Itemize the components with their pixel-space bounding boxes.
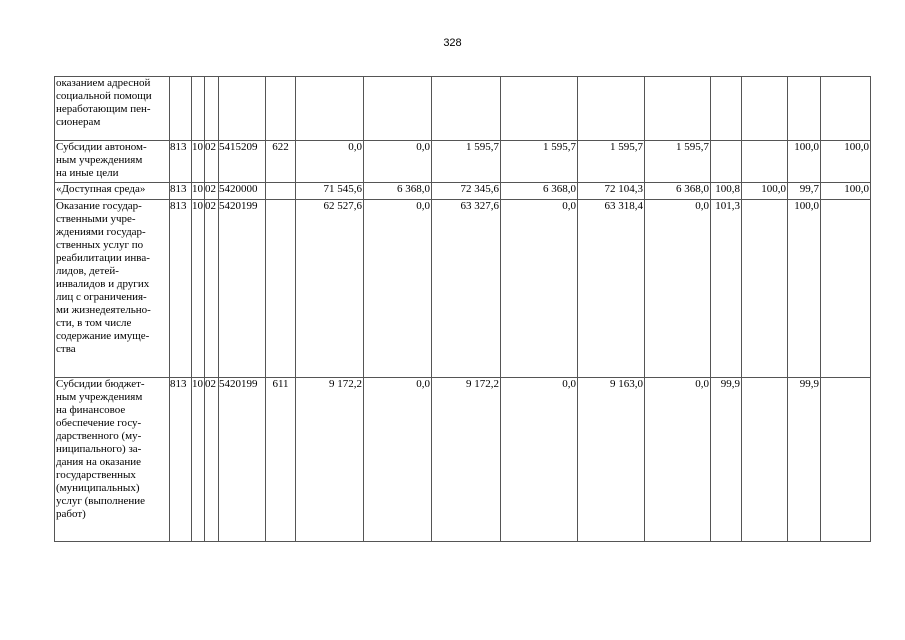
value-cell: 6 368,0 (645, 183, 711, 200)
value-cell (296, 77, 364, 141)
section-code: 10 (192, 378, 205, 542)
percent-cell: 99,9 (711, 378, 742, 542)
value-cell (364, 77, 432, 141)
percent-cell (788, 77, 821, 141)
value-cell: 1 595,7 (645, 141, 711, 183)
value-cell: 63 318,4 (578, 200, 645, 378)
value-cell: 71 545,6 (296, 183, 364, 200)
row-name-line: неработающим пен- (56, 103, 151, 115)
row-name-line: работ) (56, 508, 86, 520)
value-cell (578, 77, 645, 141)
row-name-line: ми жизнедеятельно- (56, 304, 151, 316)
row-name-line: ным учреждениям (56, 391, 143, 403)
row-name-line: Субсидии автоном- (56, 141, 147, 153)
percent-cell (742, 378, 788, 542)
percent-cell (711, 77, 742, 141)
section-code: 10 (192, 200, 205, 378)
row-name-line: реабилитации инва- (56, 252, 150, 264)
row-name-line: дания на оказание (56, 456, 142, 468)
row-name-cell (55, 183, 170, 200)
row-name-line: дарственного (му- (56, 430, 142, 442)
expense-type-code (266, 183, 296, 200)
percent-cell (821, 77, 871, 141)
row-name-line: сионерам (56, 116, 101, 128)
percent-cell: 100,0 (788, 141, 821, 183)
value-cell (432, 77, 501, 141)
row-name-line: услуг (выполнение (56, 495, 146, 507)
row-name-cell (55, 200, 170, 378)
row-name-line: ственными учре- (56, 213, 136, 225)
row-name-line: Оказание государ- (56, 200, 142, 212)
target-article-code: 5420199 (219, 200, 266, 378)
percent-cell (821, 200, 871, 378)
target-article-code (219, 77, 266, 141)
value-cell: 0,0 (645, 200, 711, 378)
value-cell: 0,0 (645, 378, 711, 542)
row-name-line: лиц с ограничения- (56, 291, 147, 303)
target-article-code: 5415209 (219, 141, 266, 183)
row-name-line: инвалидов и других (56, 278, 150, 290)
value-cell (645, 77, 711, 141)
expense-type-code (266, 77, 296, 141)
page-number: 328 (443, 37, 462, 49)
value-cell: 72 345,6 (432, 183, 501, 200)
value-cell: 1 595,7 (578, 141, 645, 183)
value-cell: 0,0 (501, 378, 578, 542)
row-name-cell (55, 141, 170, 183)
ministry-code (170, 77, 192, 141)
value-cell: 0,0 (364, 378, 432, 542)
row-name-line: ства (56, 343, 76, 355)
value-cell: 9 172,2 (432, 378, 501, 542)
row-name-line: Субсидии бюджет- (56, 378, 145, 390)
row-name-cell (55, 77, 170, 141)
row-name-line: лидов, детей- (56, 265, 119, 277)
row-name-line: ственных услуг по (56, 239, 144, 251)
percent-cell: 100,8 (711, 183, 742, 200)
row-name-line: ждениями государ- (56, 226, 146, 238)
row-name-line: государственных (56, 469, 136, 481)
table-row (55, 200, 871, 378)
percent-cell (742, 200, 788, 378)
value-cell: 6 368,0 (364, 183, 432, 200)
value-cell: 1 595,7 (501, 141, 578, 183)
percent-cell (821, 378, 871, 542)
row-name-line: на финансовое (56, 404, 126, 416)
subsection-code: 02 (205, 378, 219, 542)
row-name-line: на иные цели (56, 167, 119, 179)
row-name-line: ным учреждениям (56, 154, 143, 166)
percent-cell: 100,0 (821, 183, 871, 200)
value-cell: 0,0 (364, 141, 432, 183)
percent-cell (742, 77, 788, 141)
value-cell: 6 368,0 (501, 183, 578, 200)
value-cell: 1 595,7 (432, 141, 501, 183)
subsection-code: 02 (205, 200, 219, 378)
table-row (55, 183, 871, 200)
ministry-code: 813 (170, 141, 192, 183)
section-code (192, 77, 205, 141)
percent-cell (711, 141, 742, 183)
percent-cell: 100,0 (788, 200, 821, 378)
section-code: 10 (192, 183, 205, 200)
value-cell: 62 527,6 (296, 200, 364, 378)
value-cell: 72 104,3 (578, 183, 645, 200)
percent-cell (742, 141, 788, 183)
subsection-code: 02 (205, 183, 219, 200)
table-row (55, 378, 871, 542)
row-name-line: оказанием адресной (56, 77, 151, 89)
value-cell: 9 163,0 (578, 378, 645, 542)
percent-cell: 100,0 (821, 141, 871, 183)
row-name-line: содержание имуще- (56, 330, 150, 342)
expense-type-code (266, 200, 296, 378)
value-cell (501, 77, 578, 141)
ministry-code: 813 (170, 183, 192, 200)
table-row (55, 141, 871, 183)
row-name-line: ниципального) за- (56, 443, 142, 455)
percent-cell: 99,9 (788, 378, 821, 542)
ministry-code: 813 (170, 378, 192, 542)
ministry-code: 813 (170, 200, 192, 378)
target-article-code: 5420000 (219, 183, 266, 200)
section-code: 10 (192, 141, 205, 183)
row-name-line: обеспечение госу- (56, 417, 142, 429)
expense-type-code: 611 (266, 378, 296, 542)
target-article-code: 5420199 (219, 378, 266, 542)
row-name-line: социальной помощи (56, 90, 152, 102)
value-cell: 63 327,6 (432, 200, 501, 378)
subsection-code: 02 (205, 141, 219, 183)
percent-cell: 101,3 (711, 200, 742, 378)
row-name-line: (муниципальных) (56, 482, 140, 494)
value-cell: 0,0 (364, 200, 432, 378)
percent-cell: 100,0 (742, 183, 788, 200)
value-cell: 9 172,2 (296, 378, 364, 542)
value-cell: 0,0 (296, 141, 364, 183)
expense-type-code: 622 (266, 141, 296, 183)
value-cell: 0,0 (501, 200, 578, 378)
row-name-cell (55, 378, 170, 542)
row-name-line: сти, в том числе (56, 317, 132, 329)
row-name-line: «Доступная среда» (56, 183, 146, 195)
budget-table (54, 76, 871, 542)
table-row (55, 77, 871, 141)
subsection-code (205, 77, 219, 141)
percent-cell: 99,7 (788, 183, 821, 200)
